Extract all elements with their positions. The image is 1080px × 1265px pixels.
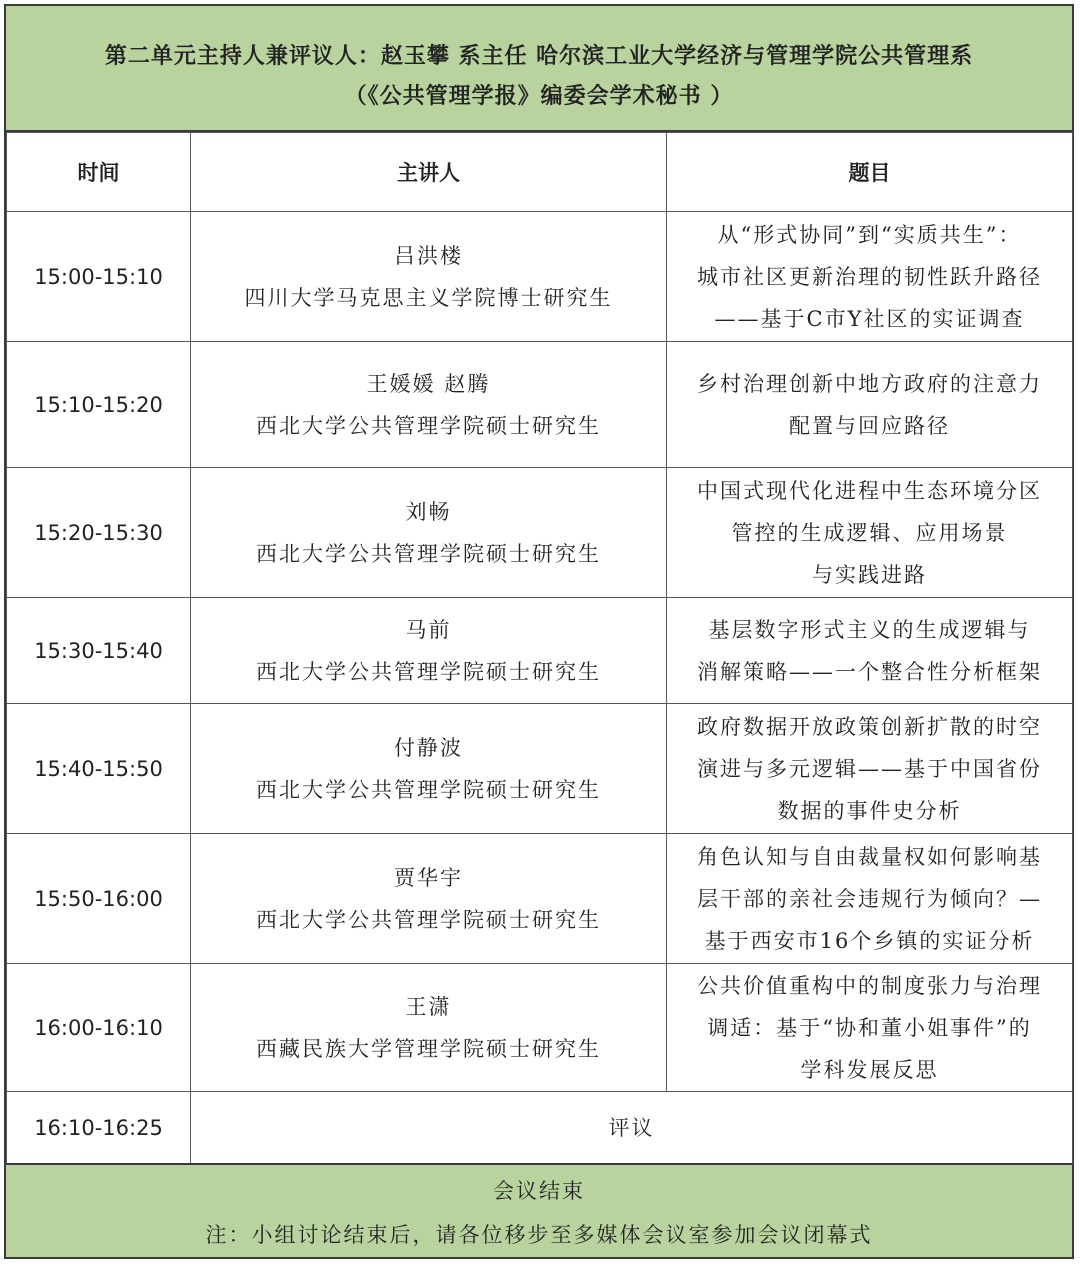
meeting-end-label: 会议结束 xyxy=(493,1179,585,1203)
topic-line: 城市社区更新治理的韧性跃升路径 xyxy=(697,264,1042,289)
session-header xyxy=(6,6,1072,132)
speaker-cell xyxy=(191,834,667,964)
time-cell: 16:00-16:10 xyxy=(7,964,191,1092)
table-row xyxy=(7,964,1073,1092)
column-header-time: 时间 xyxy=(7,133,191,212)
header-line-1: 第二单元主持人兼评议人：赵玉攀 系主任 哈尔滨工业大学经济与管理学院公共管理系 xyxy=(104,43,974,69)
table-row xyxy=(7,834,1073,964)
closing-note: 注：小组讨论结束后，请各位移步至多媒体会议室参加会议闭幕式 xyxy=(205,1223,873,1247)
speaker-cell xyxy=(191,212,667,342)
topic-line: 政府数据开放政策创新扩散的时空 xyxy=(697,714,1042,739)
table-row xyxy=(7,212,1073,342)
topic-cell xyxy=(667,342,1073,468)
time-cell: 15:00-15:10 xyxy=(7,212,191,342)
review-cell: 评议 xyxy=(191,1092,1073,1164)
table-row xyxy=(7,704,1073,834)
topic-line: 乡村治理创新中地方政府的注意力 xyxy=(697,371,1042,396)
topic-line: 层干部的亲社会违规行为倾向？— xyxy=(697,886,1042,911)
table-header-row xyxy=(7,133,1073,212)
topic-line: 调适：基于“协和董小姐事件”的 xyxy=(707,1015,1032,1040)
topic-cell xyxy=(667,598,1073,704)
speaker-affiliation: 西北大学公共管理学院硕士研究生 xyxy=(256,541,601,566)
speaker-name: 刘畅 xyxy=(405,499,452,524)
speaker-name: 王媛媛 赵腾 xyxy=(366,371,491,396)
time-cell: 15:50-16:00 xyxy=(7,834,191,964)
speaker-affiliation: 西北大学公共管理学院硕士研究生 xyxy=(256,777,601,802)
time-cell: 15:20-15:30 xyxy=(7,468,191,598)
topic-line: ——基于C市Y社区的实证调查 xyxy=(714,306,1025,331)
speaker-cell xyxy=(191,704,667,834)
topic-line: 学科发展反思 xyxy=(800,1057,939,1082)
speaker-affiliation: 西藏民族大学管理学院硕士研究生 xyxy=(256,1036,601,1061)
speaker-affiliation: 西北大学公共管理学院硕士研究生 xyxy=(256,907,601,932)
header-line-2: （《公共管理学报》编委会学术秘书 ） xyxy=(344,83,734,109)
column-header-topic: 题目 xyxy=(667,133,1073,212)
topic-line: 演进与多元逻辑——基于中国省份 xyxy=(697,756,1042,781)
speaker-cell xyxy=(191,342,667,468)
topic-line: 中国式现代化进程中生态环境分区 xyxy=(697,478,1042,503)
speaker-cell xyxy=(191,468,667,598)
speaker-affiliation: 西北大学公共管理学院硕士研究生 xyxy=(256,413,601,438)
schedule-table-frame xyxy=(4,4,1074,1259)
topic-line: 数据的事件史分析 xyxy=(777,798,962,823)
table-row xyxy=(7,598,1073,704)
speaker-affiliation: 西北大学公共管理学院硕士研究生 xyxy=(256,659,601,684)
session-footer xyxy=(6,1163,1072,1257)
speaker-name: 吕洪楼 xyxy=(394,243,463,268)
topic-line: 配置与回应路径 xyxy=(789,413,950,438)
topic-line: 从“形式协同”到“实质共生”： xyxy=(717,222,1022,247)
table-row xyxy=(7,342,1073,468)
topic-cell xyxy=(667,468,1073,598)
table-row xyxy=(7,468,1073,598)
time-cell: 15:40-15:50 xyxy=(7,704,191,834)
review-row xyxy=(7,1092,1073,1164)
topic-line: 与实践进路 xyxy=(812,562,927,587)
time-cell: 15:10-15:20 xyxy=(7,342,191,468)
topic-line: 管控的生成逻辑、应用场景 xyxy=(731,520,1008,545)
column-header-speaker: 主讲人 xyxy=(191,133,667,212)
time-cell: 15:30-15:40 xyxy=(7,598,191,704)
topic-line: 公共价值重构中的制度张力与治理 xyxy=(697,973,1042,998)
speaker-name: 付静波 xyxy=(394,735,463,760)
speaker-name: 贾华宇 xyxy=(394,865,463,890)
schedule-table xyxy=(6,132,1073,1164)
topic-line: 基于西安市16个乡镇的实证分析 xyxy=(704,928,1035,953)
topic-line: 角色认知与自由裁量权如何影响基 xyxy=(697,844,1042,869)
time-cell: 16:10-16:25 xyxy=(7,1092,191,1164)
topic-cell xyxy=(667,704,1073,834)
topic-cell xyxy=(667,212,1073,342)
topic-line: 基层数字形式主义的生成逻辑与 xyxy=(708,617,1031,642)
topic-cell xyxy=(667,964,1073,1092)
topic-cell xyxy=(667,834,1073,964)
speaker-name: 马前 xyxy=(405,617,452,642)
topic-line: 消解策略——一个整合性分析框架 xyxy=(697,659,1042,684)
speaker-affiliation: 四川大学马克思主义学院博士研究生 xyxy=(244,285,613,310)
speaker-cell xyxy=(191,598,667,704)
speaker-name: 王潇 xyxy=(405,994,452,1019)
speaker-cell xyxy=(191,964,667,1092)
